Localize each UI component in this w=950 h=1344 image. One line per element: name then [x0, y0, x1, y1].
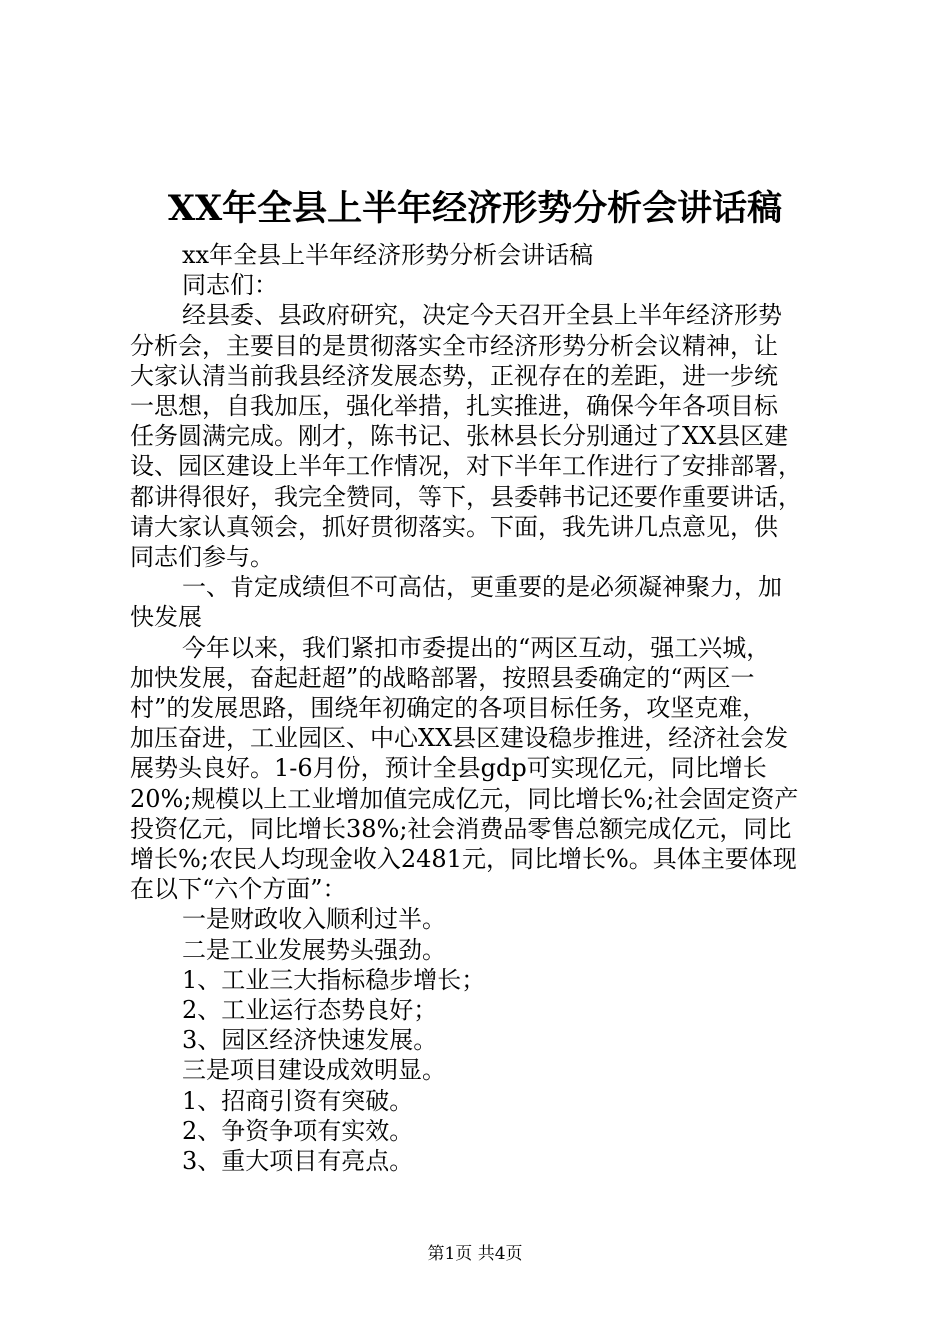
body-line: 1、工业三大指标稳步增长； [182, 965, 486, 994]
body-line: 今年以来，我们紧扣市委提出的“两区互动，强工兴城， [182, 633, 771, 662]
body-line: 任务圆满完成。刚才，陈书记、张林县长分别通过了XX县区建 [130, 422, 789, 451]
page-footer: 第1页 共4页 [427, 1244, 523, 1264]
body-line: 加快发展，奋起赶超”的战略部署，按照县委确定的“两区一 [130, 663, 755, 692]
body-line: 同志们参与。 [130, 543, 274, 572]
body-line: 展势头良好。1-6月份，预计全县gdp可实现亿元，同比增长 [130, 754, 767, 783]
document-title: XX年全县上半年经济形势分析会讲话稿 [167, 188, 783, 229]
body-line: 大家认清当前我县经济发展态势，正视存在的差距，进一步统 [130, 361, 778, 390]
body-line: 三是项目建设成效明显。 [182, 1056, 446, 1085]
body-line: 2、工业运行态势良好； [182, 996, 438, 1025]
body-line: 在以下“六个方面”： [130, 875, 347, 904]
body-line: 村”的发展思路，围绕年初确定的各项目标任务，攻坚克难， [130, 694, 767, 723]
document-body [130, 240, 830, 1176]
body-line: 二是工业发展势头强劲。 [182, 935, 446, 964]
body-line: 20%;规模以上工业增加值完成亿元，同比增长%;社会固定资产 [130, 784, 799, 813]
body-line: 增长%;农民人均现金收入2481元，同比增长%。具体主要体现 [130, 845, 797, 874]
body-line: 2、争资争项有实效。 [182, 1116, 414, 1145]
body-line: 经县委、县政府研究，决定今天召开全县上半年经济形势 [182, 301, 782, 330]
body-line: 同志们： [182, 271, 278, 300]
body-line: 一是财政收入顺利过半。 [182, 905, 446, 934]
body-line: 1、招商引资有突破。 [182, 1086, 414, 1115]
body-line: 快发展 [130, 603, 202, 632]
body-line: 分析会，主要目的是贯彻落实全市经济形势分析会议精神，让 [130, 331, 778, 360]
body-line: xx年全县上半年经济形势分析会讲话稿 [182, 241, 594, 269]
body-line: 加压奋进，工业园区、中心XX县区建设稳步推进，经济社会发 [130, 724, 789, 753]
body-line: 一思想，自我加压，强化举措，扎实推进，确保今年各项目标 [130, 392, 778, 421]
body-line: 请大家认真领会，抓好贯彻落实。下面，我先讲几点意见，供 [130, 512, 778, 541]
body-line: 3、园区经济快速发展。 [182, 1026, 438, 1055]
body-line: 都讲得很好，我完全赞同，等下，县委韩书记还要作重要讲话， [130, 482, 802, 511]
body-line: 3、重大项目有亮点。 [182, 1147, 414, 1176]
body-line: 设、园区建设上半年工作情况，对下半年工作进行了安排部署， [130, 452, 802, 481]
body-line: 一、肯定成绩但不可高估，更重要的是必须凝神聚力，加 [182, 573, 782, 602]
body-line: 投资亿元，同比增长38%;社会消费品零售总额完成亿元，同比 [130, 814, 792, 843]
